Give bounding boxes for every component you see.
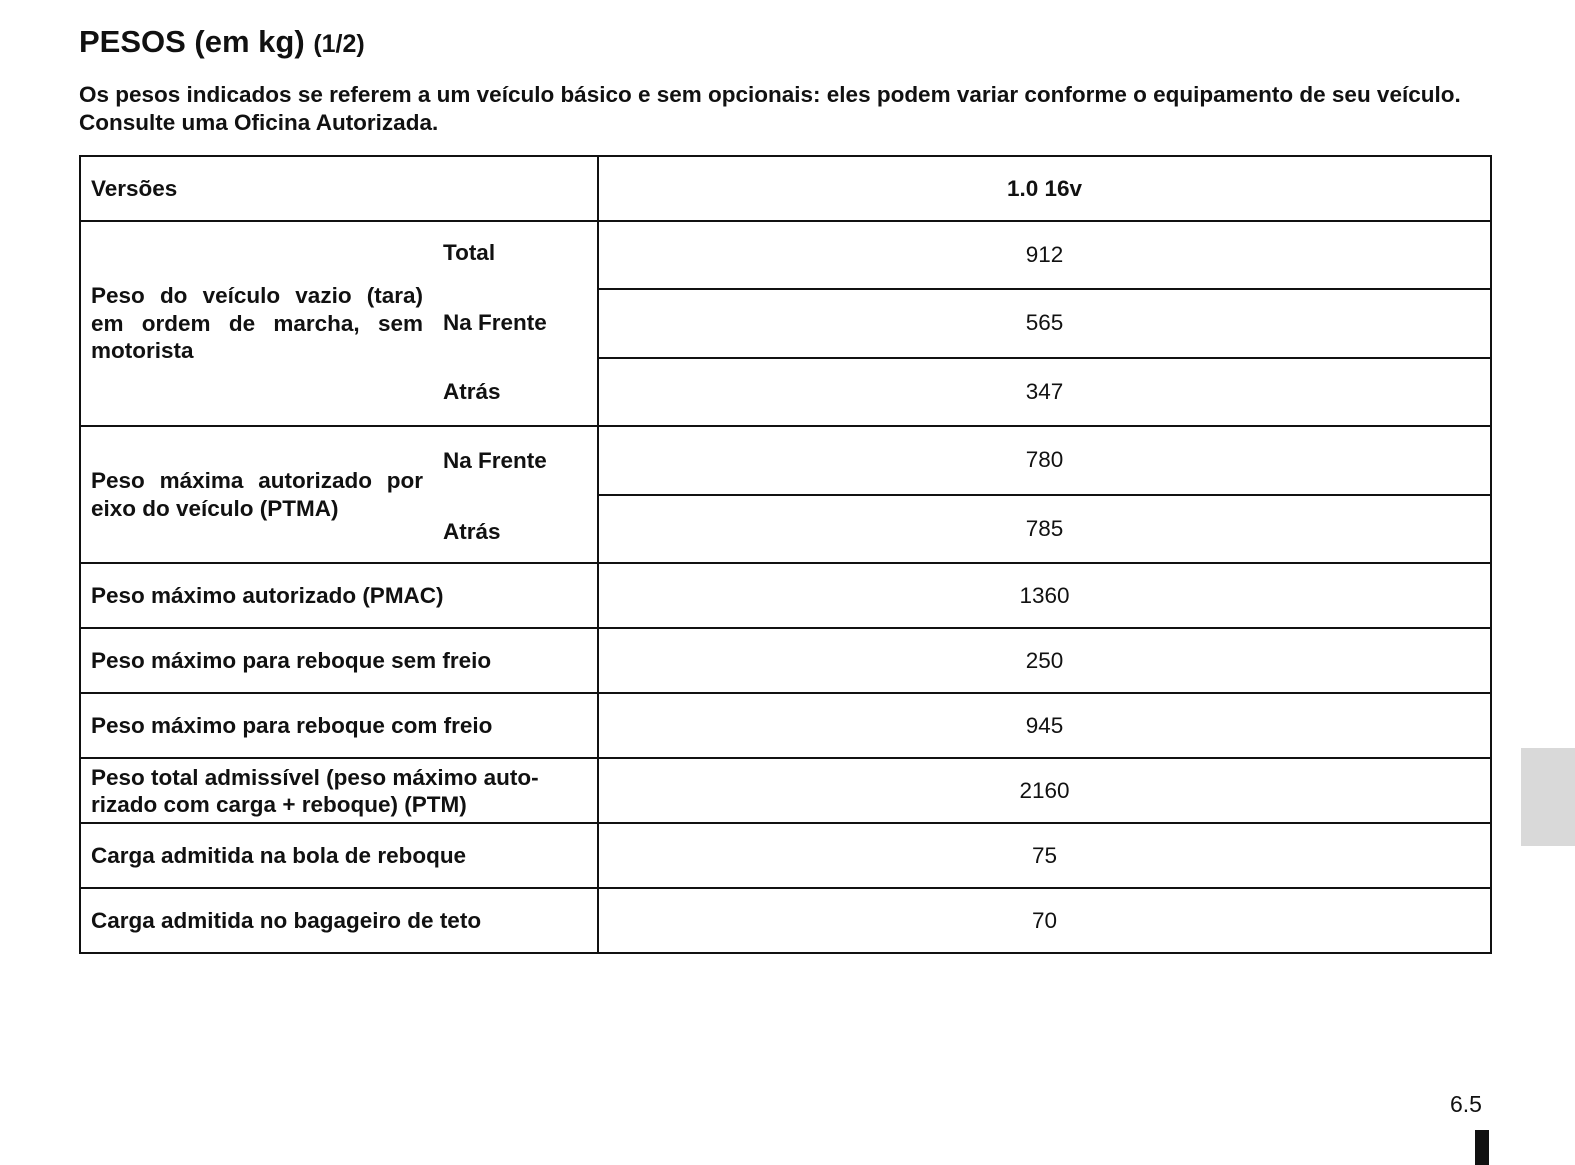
- table-row: [80, 628, 1491, 693]
- table-row-empty-total: [80, 221, 1491, 289]
- section-tab-marker: [1521, 748, 1575, 846]
- intro-text: Os pesos indicados se referem a um veículo básico e sem opcionais: eles podem variar conforme o equipamento de seu veículo. Consulte uma Oficina Autorizada.: [79, 82, 1461, 135]
- axle-weight-label: Peso máxima autorizado por eixo do veículo (PTMA): [91, 468, 423, 521]
- row-label: Carga admitida no bagageiro de teto: [80, 888, 598, 953]
- title-text: PESOS (em kg): [79, 24, 305, 59]
- empty-weight-cell: [80, 221, 598, 426]
- page-marker-bar: [1475, 1130, 1489, 1165]
- row-label: Peso máximo autorizado (PMAC): [80, 563, 598, 628]
- row-value: 70: [598, 888, 1491, 953]
- versions-value: 1.0 16v: [598, 156, 1491, 221]
- axle-weight-cell: [80, 426, 598, 563]
- empty-weight-label: Peso do veículo vazio (tara) em ordem de marcha, sem motorista: [91, 283, 423, 364]
- axle-front-label: Na Frente: [443, 448, 547, 473]
- empty-rear-label: Atrás: [443, 379, 501, 404]
- table-row: [80, 563, 1491, 628]
- page-title: [79, 24, 365, 60]
- row-label: Peso total admissível (peso máximo auto-rizado com carga + reboque) (PTM): [80, 758, 598, 823]
- table-row-versions: [80, 156, 1491, 221]
- row-value: 1360: [598, 563, 1491, 628]
- empty-front-value: 565: [598, 289, 1491, 357]
- row-label: Carga admitida na bola de reboque: [80, 823, 598, 888]
- empty-rear-value: 347: [598, 358, 1491, 426]
- title-part: (1/2): [313, 30, 365, 58]
- row-value: 945: [598, 693, 1491, 758]
- row-value: 75: [598, 823, 1491, 888]
- table-row: [80, 888, 1491, 953]
- axle-rear-value: 785: [598, 495, 1491, 564]
- row-value: 2160: [598, 758, 1491, 823]
- empty-front-label: Na Frente: [443, 309, 547, 335]
- row-value: 250: [598, 628, 1491, 693]
- axle-front-value: 780: [598, 426, 1491, 495]
- table-row: [80, 823, 1491, 888]
- table-row: [80, 758, 1491, 823]
- table-row-axle-front: [80, 426, 1491, 495]
- axle-rear-label: Atrás: [443, 519, 501, 544]
- table-row: [80, 693, 1491, 758]
- empty-total-label: Total: [443, 240, 496, 265]
- row-label: Peso máximo para reboque com freio: [80, 693, 598, 758]
- versions-label: Versões: [80, 156, 598, 221]
- empty-total-value: 912: [598, 221, 1491, 289]
- page-number: 6.5: [1450, 1091, 1482, 1117]
- weights-table: [79, 155, 1492, 954]
- row-label: Peso máximo para reboque sem freio: [80, 628, 598, 693]
